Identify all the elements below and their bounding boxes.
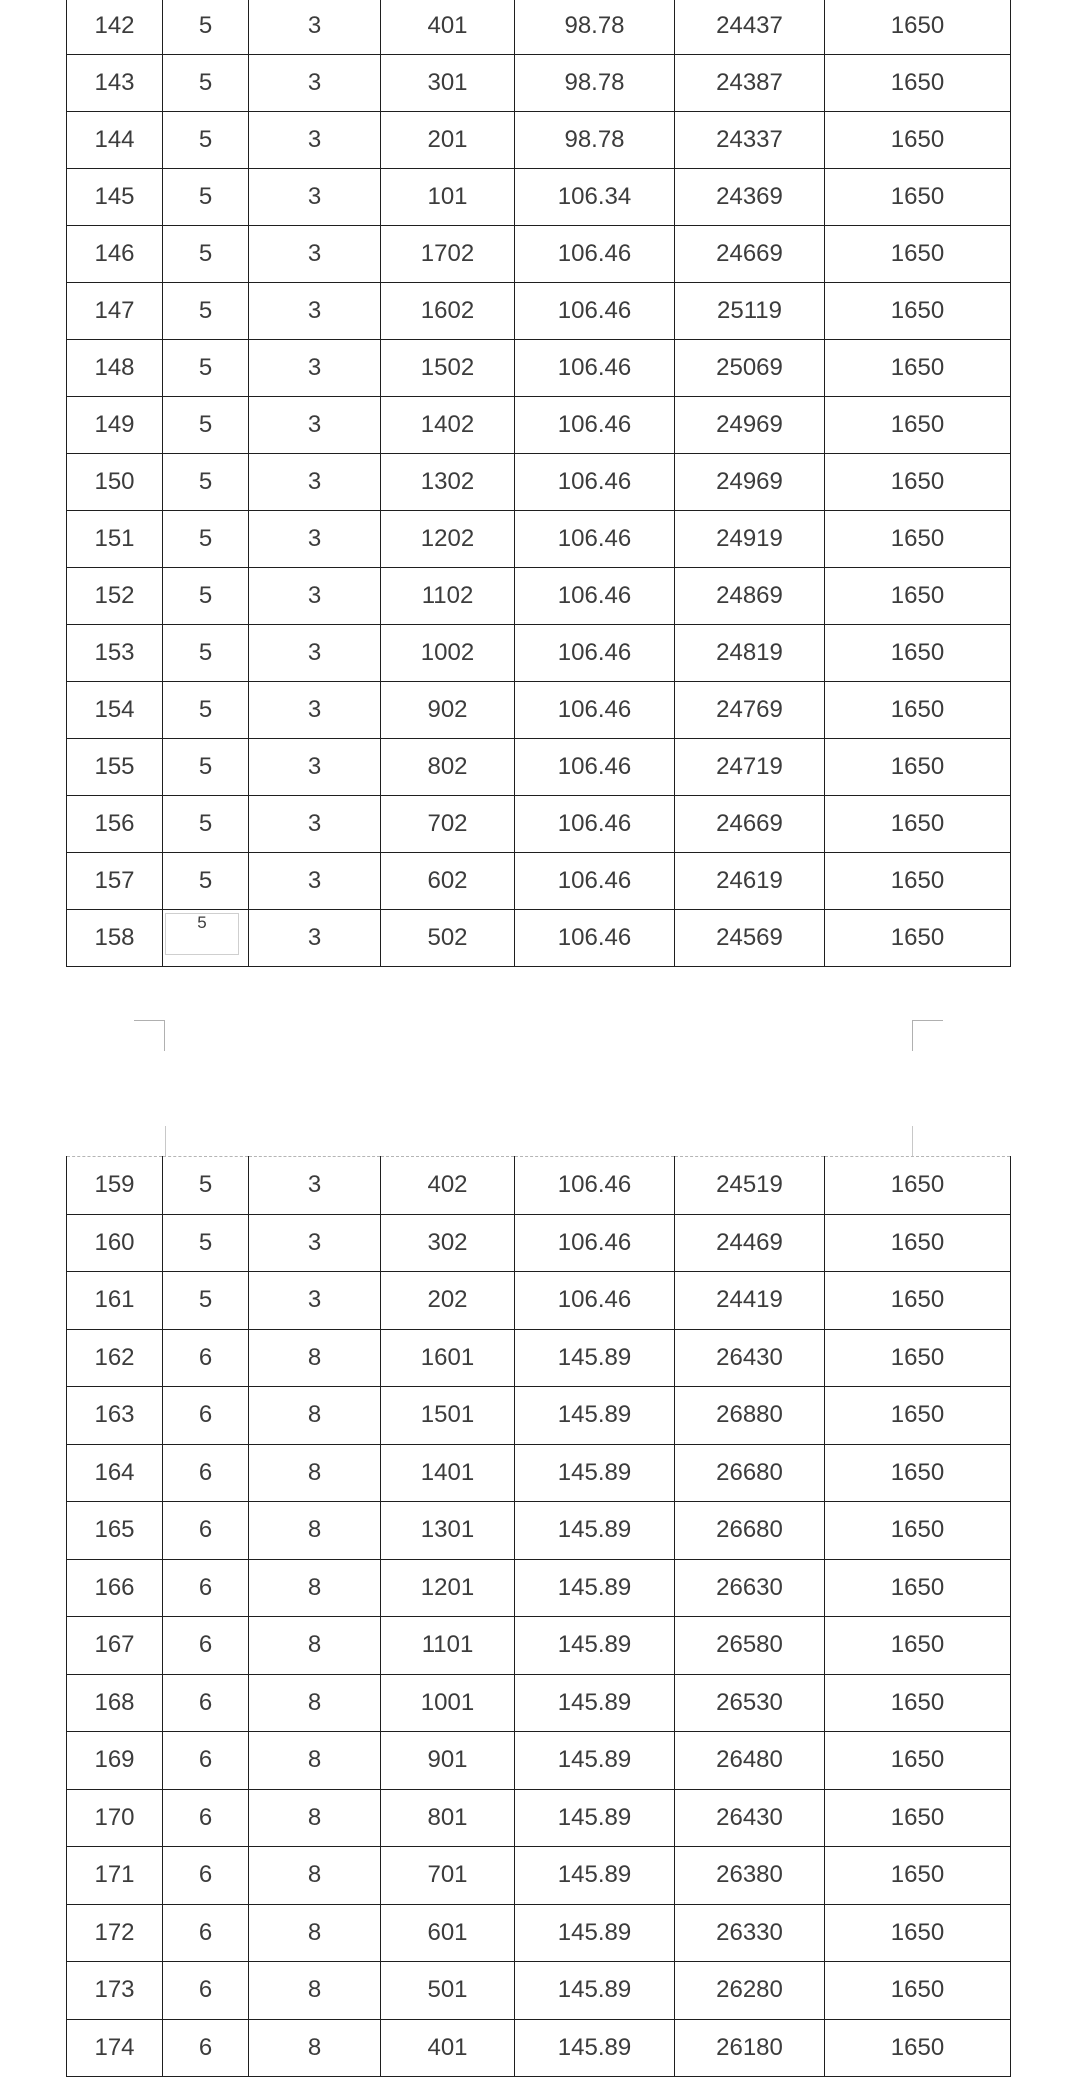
table-cell: 24519	[675, 1157, 825, 1215]
table-cell: 3	[249, 1214, 381, 1272]
table-cell: 8	[249, 1962, 381, 2020]
table-cell: 1502	[381, 340, 515, 397]
table-cell: 24669	[675, 226, 825, 283]
table-cell: 1650	[825, 2019, 1011, 2077]
table-cell: 1702	[381, 226, 515, 283]
table-cell: 106.46	[515, 397, 675, 454]
table-row	[67, 1732, 1011, 1790]
table-cell: 1650	[825, 1617, 1011, 1675]
table-cell: 1650	[825, 226, 1011, 283]
table-cell: 1650	[825, 1444, 1011, 1502]
table-cell: 1650	[825, 55, 1011, 112]
table-cell: 106.46	[515, 283, 675, 340]
table-cell: 145.89	[515, 2019, 675, 2077]
page-corner-mark-right	[912, 1020, 943, 1051]
table-cell: 5	[163, 0, 249, 55]
table-cell: 5	[163, 397, 249, 454]
table-cell: 6	[163, 1387, 249, 1445]
table-cell: 24569	[675, 910, 825, 967]
table-cell: 5	[163, 226, 249, 283]
table-cell: 145.89	[515, 1617, 675, 1675]
table-cell: 8	[249, 1674, 381, 1732]
table-cell: 6	[163, 1904, 249, 1962]
table-cell: 151	[67, 511, 163, 568]
table-cell: 5	[163, 568, 249, 625]
table-cell: 171	[67, 1847, 163, 1905]
table-row	[67, 682, 1011, 739]
table-cell: 701	[381, 1847, 515, 1905]
table-cell: 157	[67, 853, 163, 910]
table-cell: 3	[249, 397, 381, 454]
table-cell: 1650	[825, 568, 1011, 625]
table-cell: 5	[163, 1157, 249, 1215]
table-cell: 145.89	[515, 1904, 675, 1962]
table-row	[67, 625, 1011, 682]
table-cell: 106.46	[515, 340, 675, 397]
table-cell: 26280	[675, 1962, 825, 2020]
table-cell: 174	[67, 2019, 163, 2077]
table-cell: 26630	[675, 1559, 825, 1617]
table-cell: 169	[67, 1732, 163, 1790]
table-cell: 6	[163, 1502, 249, 1560]
table-cell: 8	[249, 1732, 381, 1790]
table-cell: 106.46	[515, 682, 675, 739]
table-cell: 1650	[825, 397, 1011, 454]
table-cell: 1650	[825, 1329, 1011, 1387]
table-cell: 148	[67, 340, 163, 397]
table-cell: 145.89	[515, 1444, 675, 1502]
table-cell: 26880	[675, 1387, 825, 1445]
table-cell: 143	[67, 55, 163, 112]
table-cell: 302	[381, 1214, 515, 1272]
table-cell: 8	[249, 1904, 381, 1962]
table-cell: 3	[249, 568, 381, 625]
table-cell: 145.89	[515, 1962, 675, 2020]
table-cell: 106.46	[515, 1214, 675, 1272]
table-cell: 8	[249, 1502, 381, 1560]
table-row	[67, 169, 1011, 226]
table-row	[67, 1502, 1011, 1560]
table-cell: 602	[381, 853, 515, 910]
table-cell: 24719	[675, 739, 825, 796]
table-cell: 26480	[675, 1732, 825, 1790]
table-cell: 1650	[825, 169, 1011, 226]
table-cell: 5	[163, 682, 249, 739]
table-row	[67, 568, 1011, 625]
table-cell: 1650	[825, 511, 1011, 568]
table-row	[67, 1444, 1011, 1502]
table-cell: 702	[381, 796, 515, 853]
table-cell: 1650	[825, 1214, 1011, 1272]
table-cell: 170	[67, 1789, 163, 1847]
table-cell: 3	[249, 283, 381, 340]
table-row	[67, 1387, 1011, 1445]
table-cell: 24419	[675, 1272, 825, 1330]
table-cell: 202	[381, 1272, 515, 1330]
table-cell: 106.46	[515, 454, 675, 511]
table-cell: 3	[249, 511, 381, 568]
table-cell: 26680	[675, 1444, 825, 1502]
table-cell: 1001	[381, 1674, 515, 1732]
price-table-body	[67, 1157, 1011, 2077]
table-cell: 145.89	[515, 1789, 675, 1847]
table-cell: 155	[67, 739, 163, 796]
table-cell: 3	[249, 1272, 381, 1330]
table-cell: 3	[249, 739, 381, 796]
table-cell: 6	[163, 1732, 249, 1790]
table-cell: 301	[381, 55, 515, 112]
table-row	[67, 340, 1011, 397]
table-cell: 801	[381, 1789, 515, 1847]
table-cell: 166	[67, 1559, 163, 1617]
table-cell: 164	[67, 1444, 163, 1502]
table-cell: 26430	[675, 1789, 825, 1847]
table-cell: 8	[249, 1329, 381, 1387]
table-row	[67, 226, 1011, 283]
table-cell: 101	[381, 169, 515, 226]
table-cell: 24969	[675, 397, 825, 454]
table-cell: 1650	[825, 112, 1011, 169]
table-cell: 1650	[825, 1962, 1011, 2020]
table-cell: 3	[249, 169, 381, 226]
page-margin-line-right	[912, 1126, 913, 1156]
table-cell: 98.78	[515, 0, 675, 55]
price-table-page-2	[66, 1156, 1011, 2077]
table-row	[67, 1157, 1011, 1215]
table-cell: 1650	[825, 0, 1011, 55]
table-cell: 201	[381, 112, 515, 169]
table-cell: 3	[249, 55, 381, 112]
table-cell: 5	[163, 55, 249, 112]
table-cell: 1650	[825, 625, 1011, 682]
table-cell: 402	[381, 1157, 515, 1215]
table-cell: 24469	[675, 1214, 825, 1272]
table-cell: 1650	[825, 910, 1011, 967]
table-cell: 5	[163, 1272, 249, 1330]
table-cell: 106.46	[515, 1157, 675, 1215]
table-cell: 159	[67, 1157, 163, 1215]
table-cell: 1601	[381, 1329, 515, 1387]
table-cell: 145	[67, 169, 163, 226]
table-cell: 1650	[825, 1674, 1011, 1732]
table-cell: 145.89	[515, 1387, 675, 1445]
table-cell: 167	[67, 1617, 163, 1675]
table-cell: 149	[67, 397, 163, 454]
table-cell: 158	[67, 910, 163, 967]
table-cell: 6	[163, 1329, 249, 1387]
table-cell: 106.46	[515, 1272, 675, 1330]
table-cell: 160	[67, 1214, 163, 1272]
table-row	[67, 55, 1011, 112]
table-cell: 3	[249, 625, 381, 682]
table-cell: 106.46	[515, 796, 675, 853]
page-corner-mark-left	[134, 1020, 165, 1051]
table-cell: 146	[67, 226, 163, 283]
table-cell: 26380	[675, 1847, 825, 1905]
table-cell: 147	[67, 283, 163, 340]
table-cell: 24969	[675, 454, 825, 511]
table-cell: 26530	[675, 1674, 825, 1732]
table-cell: 3	[249, 910, 381, 967]
table-row	[67, 0, 1011, 55]
table-cell: 5	[163, 169, 249, 226]
table-cell: 106.34	[515, 169, 675, 226]
table-cell: 98.78	[515, 112, 675, 169]
table-cell: 150	[67, 454, 163, 511]
table-cell: 501	[381, 1962, 515, 2020]
table-row	[67, 283, 1011, 340]
table-cell: 145.89	[515, 1329, 675, 1387]
table-cell: 26180	[675, 2019, 825, 2077]
table-cell: 6	[163, 2019, 249, 2077]
table-cell: 145.89	[515, 1502, 675, 1560]
table-cell: 5	[163, 1214, 249, 1272]
table-cell[interactable]	[163, 910, 249, 967]
table-row	[67, 1272, 1011, 1330]
table-cell: 8	[249, 1387, 381, 1445]
table-cell: 5	[163, 511, 249, 568]
table-cell: 1650	[825, 1387, 1011, 1445]
table-cell: 142	[67, 0, 163, 55]
table-row	[67, 1329, 1011, 1387]
table-cell: 24669	[675, 796, 825, 853]
table-cell: 106.46	[515, 910, 675, 967]
table-cell: 25069	[675, 340, 825, 397]
table-cell: 106.46	[515, 226, 675, 283]
table-cell: 1650	[825, 340, 1011, 397]
table-cell: 168	[67, 1674, 163, 1732]
table-cell: 901	[381, 1732, 515, 1790]
table-cell: 5	[163, 739, 249, 796]
table-row	[67, 511, 1011, 568]
table-cell: 1202	[381, 511, 515, 568]
table-cell: 24437	[675, 0, 825, 55]
table-row	[67, 1962, 1011, 2020]
table-cell: 5	[163, 853, 249, 910]
table-cell: 1650	[825, 796, 1011, 853]
table-cell: 24769	[675, 682, 825, 739]
table-row	[67, 796, 1011, 853]
table-row	[67, 1674, 1011, 1732]
table-cell: 106.46	[515, 625, 675, 682]
table-cell: 26680	[675, 1502, 825, 1560]
table-cell: 1650	[825, 739, 1011, 796]
table-cell: 8	[249, 2019, 381, 2077]
table-cell: 3	[249, 1157, 381, 1215]
table-cell: 163	[67, 1387, 163, 1445]
table-cell: 24387	[675, 55, 825, 112]
table-cell: 8	[249, 1444, 381, 1502]
table-cell: 144	[67, 112, 163, 169]
table-cell: 8	[249, 1617, 381, 1675]
table-cell: 6	[163, 1674, 249, 1732]
table-row	[67, 1847, 1011, 1905]
table-cell: 3	[249, 112, 381, 169]
table-cell: 401	[381, 2019, 515, 2077]
table-cell: 1650	[825, 1789, 1011, 1847]
table-row	[67, 112, 1011, 169]
table-cell: 6	[163, 1789, 249, 1847]
price-table-body	[67, 0, 1011, 967]
table-cell: 5	[163, 796, 249, 853]
price-table-page-1	[66, 0, 1011, 967]
table-cell: 401	[381, 0, 515, 55]
table-cell: 98.78	[515, 55, 675, 112]
table-cell: 1102	[381, 568, 515, 625]
table-row	[67, 1214, 1011, 1272]
table-cell: 1302	[381, 454, 515, 511]
table-cell: 106.46	[515, 853, 675, 910]
table-cell: 6	[163, 1847, 249, 1905]
table-cell: 1650	[825, 1732, 1011, 1790]
table-cell: 152	[67, 568, 163, 625]
table-cell: 902	[381, 682, 515, 739]
table-cell: 26430	[675, 1329, 825, 1387]
table-cell: 154	[67, 682, 163, 739]
table-cell: 26580	[675, 1617, 825, 1675]
table-cell: 1650	[825, 283, 1011, 340]
table-cell: 1650	[825, 1847, 1011, 1905]
table-cell: 153	[67, 625, 163, 682]
table-cell: 1501	[381, 1387, 515, 1445]
table-cell: 6	[163, 1444, 249, 1502]
table-cell: 1650	[825, 454, 1011, 511]
table-cell: 24919	[675, 511, 825, 568]
table-cell: 3	[249, 853, 381, 910]
table-cell: 24819	[675, 625, 825, 682]
table-cell: 1402	[381, 397, 515, 454]
table-cell: 1650	[825, 682, 1011, 739]
table-cell: 3	[249, 226, 381, 283]
table-cell: 1650	[825, 1502, 1011, 1560]
table-cell: 3	[249, 454, 381, 511]
table-cell: 145.89	[515, 1559, 675, 1617]
table-cell: 8	[249, 1559, 381, 1617]
table-row	[67, 853, 1011, 910]
table-cell: 25119	[675, 283, 825, 340]
table-cell: 1301	[381, 1502, 515, 1560]
table-cell: 165	[67, 1502, 163, 1560]
table-cell: 106.46	[515, 568, 675, 625]
page-margin-line-left	[165, 1126, 166, 1156]
table-cell: 5	[163, 625, 249, 682]
table-row	[67, 1617, 1011, 1675]
table-cell: 106.46	[515, 511, 675, 568]
table-row	[67, 739, 1011, 796]
table-cell: 1201	[381, 1559, 515, 1617]
table-cell: 1650	[825, 1904, 1011, 1962]
table-cell: 24869	[675, 568, 825, 625]
table-cell: 3	[249, 682, 381, 739]
table-cell: 162	[67, 1329, 163, 1387]
table-cell: 24337	[675, 112, 825, 169]
table-cell: 5	[163, 283, 249, 340]
table-row	[67, 2019, 1011, 2077]
table-cell: 145.89	[515, 1674, 675, 1732]
table-cell: 24369	[675, 169, 825, 226]
table-cell: 1602	[381, 283, 515, 340]
table-row	[67, 1789, 1011, 1847]
table-cell: 1650	[825, 853, 1011, 910]
table-cell: 5	[163, 340, 249, 397]
table-cell: 8	[249, 1789, 381, 1847]
table-cell: 6	[163, 1617, 249, 1675]
table-cell: 172	[67, 1904, 163, 1962]
table-cell: 145.89	[515, 1847, 675, 1905]
table-cell: 3	[249, 340, 381, 397]
table-cell: 1650	[825, 1559, 1011, 1617]
table-cell: 173	[67, 1962, 163, 2020]
table-cell: 3	[249, 0, 381, 55]
table-cell: 3	[249, 796, 381, 853]
table-cell: 8	[249, 1847, 381, 1905]
table-cell: 1002	[381, 625, 515, 682]
table-cell: 1650	[825, 1157, 1011, 1215]
cell-edit-box[interactable]: 5	[165, 913, 239, 955]
table-cell: 1650	[825, 1272, 1011, 1330]
table-cell: 802	[381, 739, 515, 796]
table-cell: 1401	[381, 1444, 515, 1502]
table-cell: 161	[67, 1272, 163, 1330]
table-row	[67, 1559, 1011, 1617]
table-cell: 6	[163, 1559, 249, 1617]
table-cell: 156	[67, 796, 163, 853]
table-cell: 26330	[675, 1904, 825, 1962]
table-cell: 145.89	[515, 1732, 675, 1790]
table-cell: 106.46	[515, 739, 675, 796]
table-cell: 502	[381, 910, 515, 967]
table-row	[67, 1904, 1011, 1962]
table-cell: 6	[163, 1962, 249, 2020]
table-cell: 24619	[675, 853, 825, 910]
table-row	[67, 454, 1011, 511]
table-cell: 1101	[381, 1617, 515, 1675]
table-row	[67, 910, 1011, 967]
table-cell: 5	[163, 454, 249, 511]
table-cell: 5	[163, 112, 249, 169]
table-row	[67, 397, 1011, 454]
table-cell: 601	[381, 1904, 515, 1962]
